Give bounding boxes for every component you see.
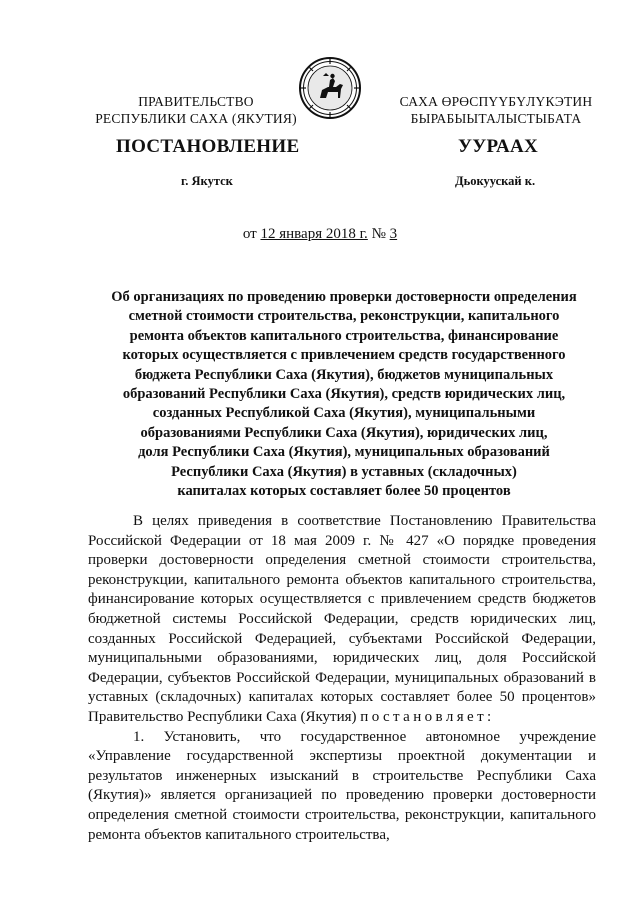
- title-line: Об организациях по проведению проверки достоверности определения: [111, 289, 577, 305]
- preamble-text: В целях приведения в соответствие Постановлению Правительства Российской Федерации от 18 мая 2009 г. № 427 «О порядке проведения проверки достоверности определения сметной стоимости строительства, реконструкции, капитального ремонта объектов капитального строительства, финансирование которых осуществляется с привлечением средств бюджетов бюджетной системы Российской Федерации, средств юридических лиц, созданных Российской Федерацией, субъектами Российской Федерации, муниципальными образованиями, юридических лиц, доля Российской Федерации, субъектов Российской Федерации, муниципальных образований в уставных (складочных) капиталах которых составляет более 50 процентов» Правительство Республики Саха (Якутия): [88, 513, 596, 725]
- city-yakut: Дьокуускай к.: [455, 174, 536, 188]
- date-prefix: от: [242, 226, 261, 242]
- government-name-russian: [82, 93, 310, 127]
- preamble-paragraph: [88, 512, 596, 728]
- item-1-paragraph: 1. Установить, что государственное автономное учреждение «Управление государственной экспертизы проектной документации и результатов инженерных изысканий в строительстве Республики Саха (Якутия)» является организацией по проведению проверки достоверности определения сметной стоимости строительства, реконструкции, капитального ремонта объектов капитального строительства,: [88, 728, 596, 843]
- title-line: капиталах которых составляет более 50 процентов: [177, 483, 511, 500]
- number-prefix: №: [367, 226, 390, 242]
- date-number-line: [0, 226, 640, 243]
- resolution-verb: постановляет:: [360, 708, 495, 725]
- title-line: Республики Саха (Якутия) в уставных (складочных): [171, 463, 517, 480]
- title-line: образованиями Республики Саха (Якутия), юридических лиц,: [140, 424, 548, 441]
- city-russian: г. Якутск: [181, 174, 233, 188]
- org-line: РЕСПУБЛИКИ САХА (ЯКУТИЯ): [95, 111, 297, 126]
- org-line: БЫРАБЫЫТАЛЫСТЫБАТА: [410, 111, 582, 126]
- title-line: образований Республики Саха (Якутия), средств юридических лиц,: [122, 386, 566, 403]
- title-line: сметной стоимости строительства, реконструкции, капитального: [128, 308, 560, 325]
- org-line: ПРАВИТЕЛЬСТВО: [138, 94, 254, 109]
- org-line: САХА ӨРӨСПҮҮБҮЛҮКЭТИН: [399, 94, 593, 109]
- title-line: созданных Республикой Саха (Якутия), муниципальными: [152, 405, 536, 422]
- title-line: доля Республики Саха (Якутия), муниципальных образований: [138, 444, 550, 461]
- title-line: которых осуществляется с привлечением средств государственного: [122, 347, 566, 364]
- document-body: [88, 512, 596, 845]
- document-title: [88, 288, 600, 501]
- government-name-yakut: [378, 93, 614, 127]
- title-line: ремонта объектов капитального строительства, финансирование: [129, 327, 559, 344]
- doc-type-russian: ПОСТАНОВЛЕНИЕ: [116, 136, 300, 157]
- title-line: бюджета Республики Саха (Якутия), бюджетов муниципальных: [134, 366, 554, 383]
- document-number: 3: [389, 226, 398, 242]
- document-date: 12 января 2018 г.: [260, 226, 368, 242]
- doc-type-yakut: УУРААХ: [458, 136, 539, 157]
